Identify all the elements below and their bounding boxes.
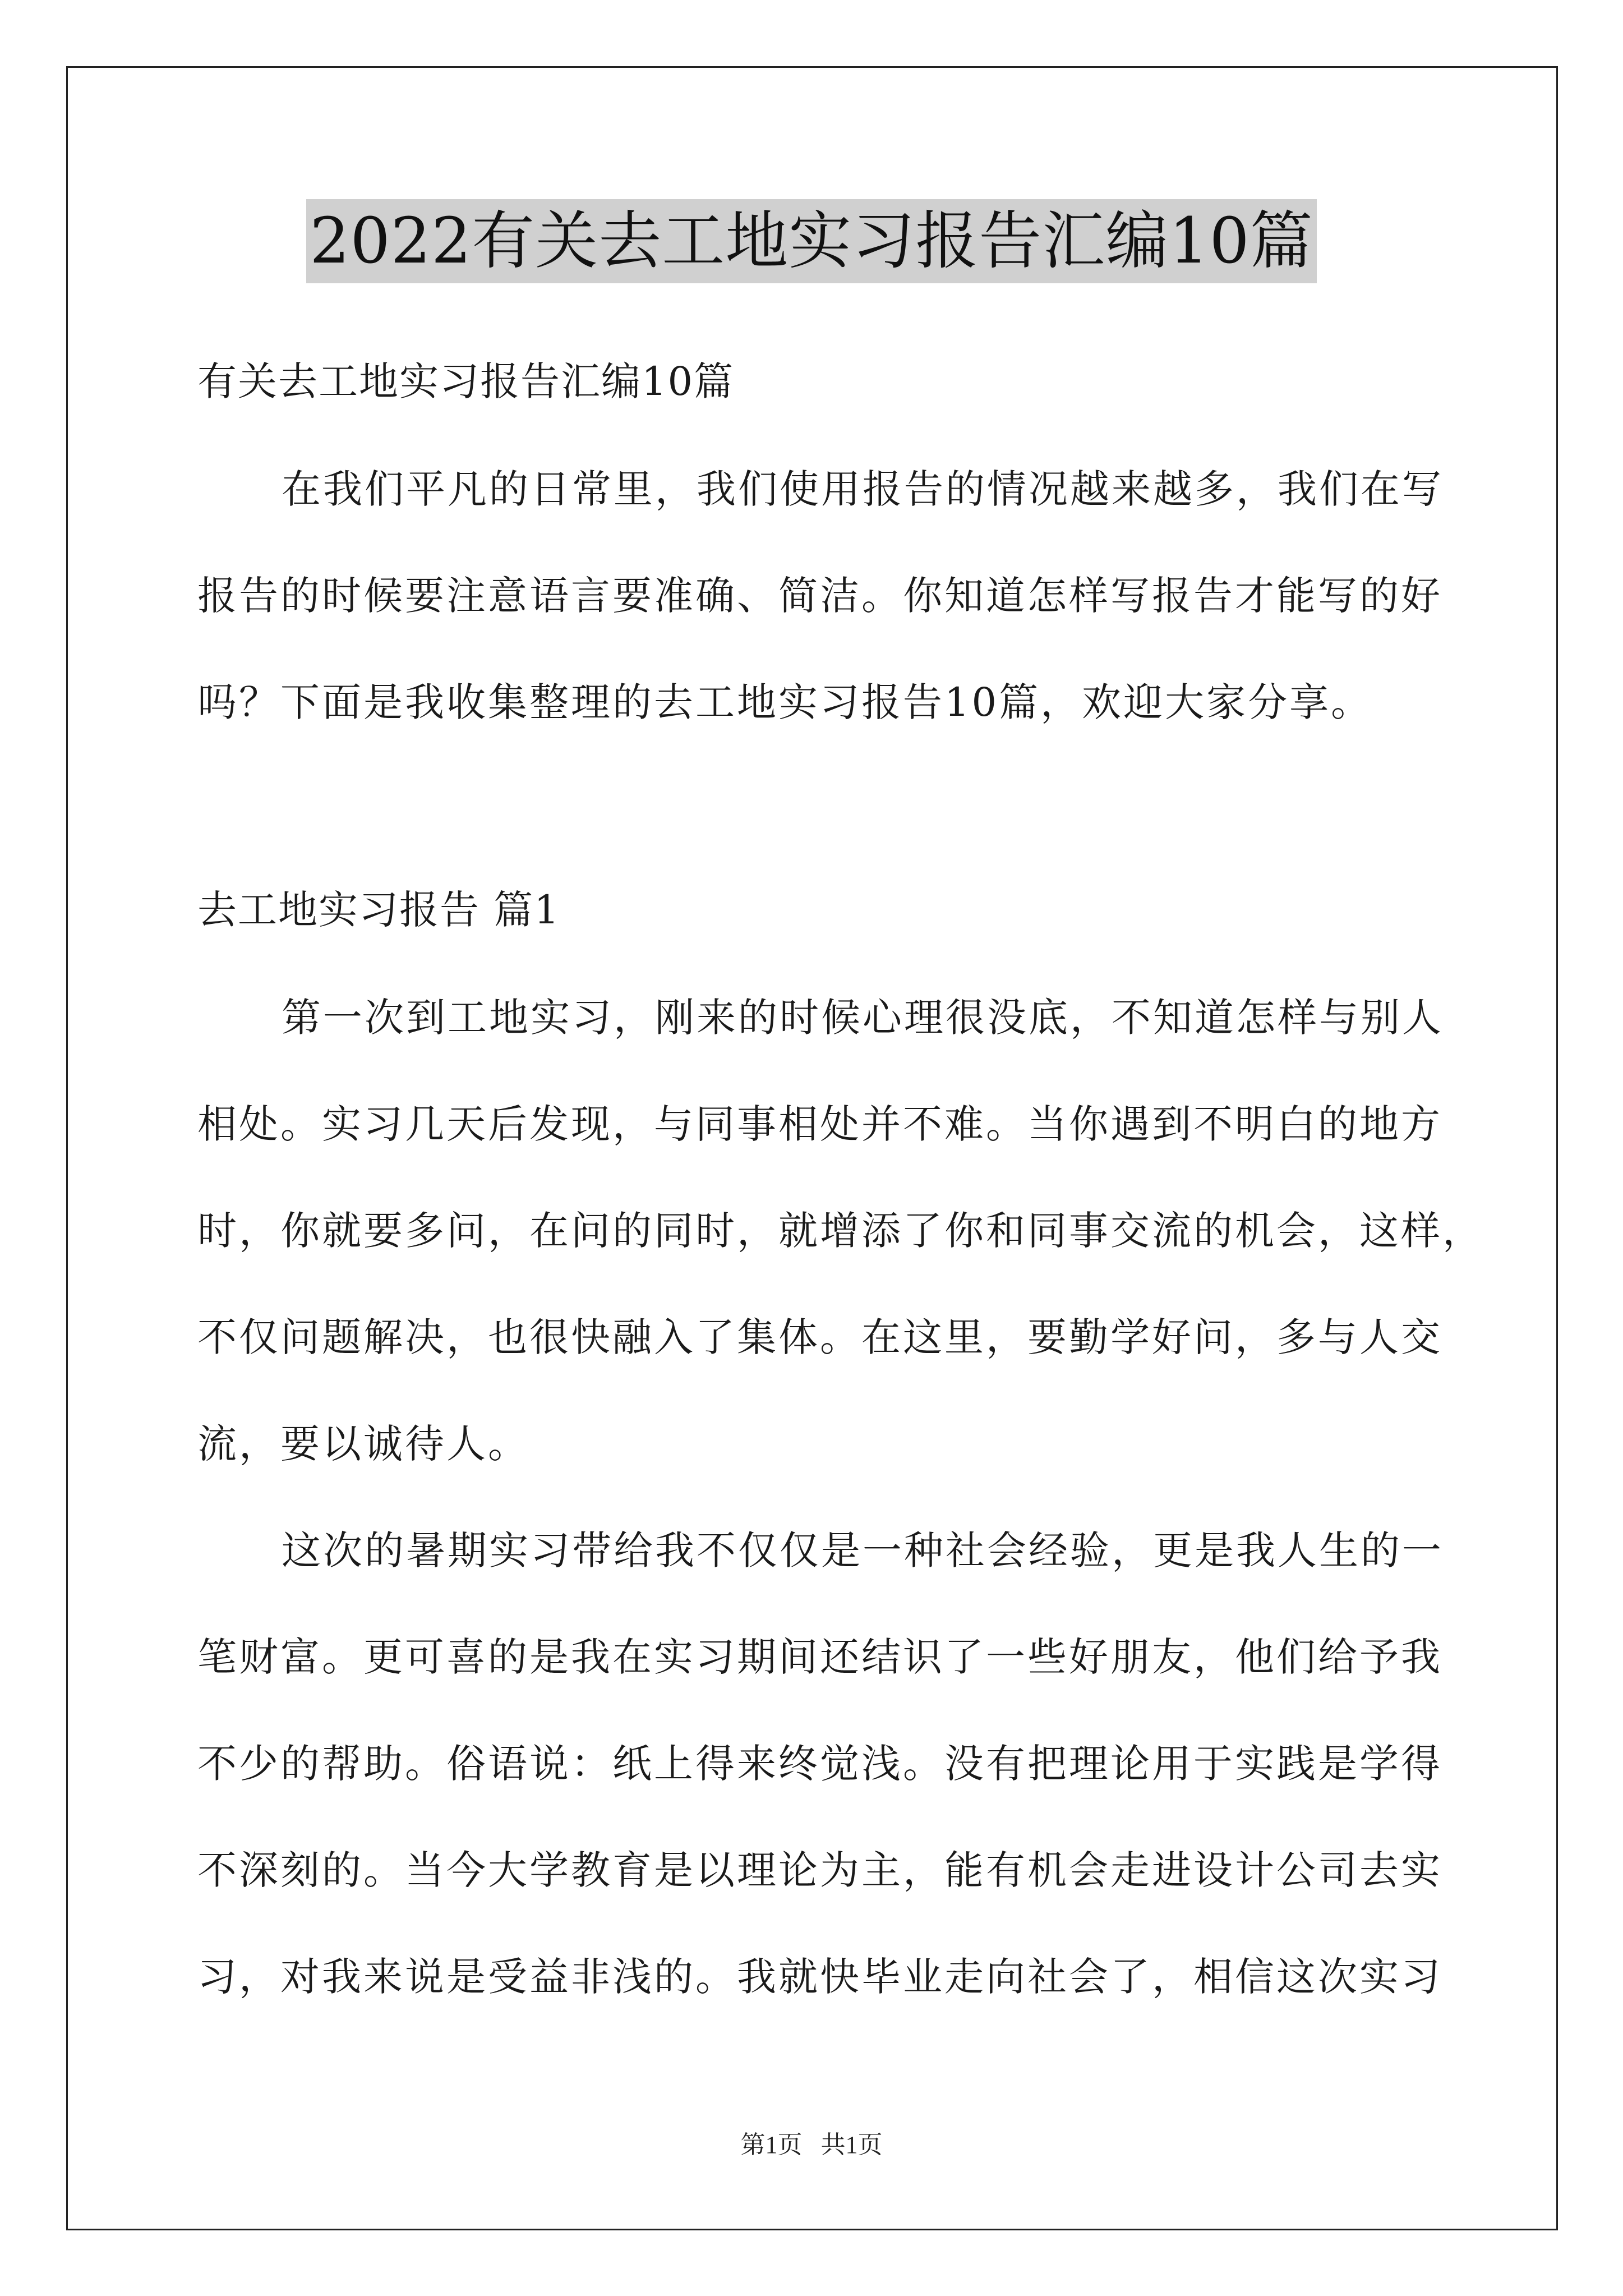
document-title: 2022有关去工地实习报告汇编10篇 — [306, 199, 1317, 283]
intro-line: 在我们平凡的日常里，我们使用报告的情况越来越多，我们在写 — [282, 466, 1444, 512]
paragraph-line: 相处。实习几天后发现，与同事相处并不难。当你遇到不明白的地方 — [197, 1101, 1442, 1147]
paragraph-line: 不深刻的。当今大学教育是以理论为主，能有机会走进设计公司去实 — [197, 1847, 1442, 1893]
paragraph-line: 笔财富。更可喜的是我在实习期间还结识了一些好朋友，他们给予我 — [197, 1634, 1442, 1680]
paragraph-line: 不仅问题解决，也很快融入了集体。在这里，要勤学好问，多与人交 — [197, 1314, 1442, 1360]
paragraph-line: 时，你就要多问，在问的同时，就增添了你和同事交流的机会，这样， — [197, 1208, 1484, 1254]
title-wrapper — [0, 199, 1623, 283]
section-heading: 去工地实习报告 篇1 — [197, 887, 560, 933]
paragraph-line: 流，要以诚待人。 — [197, 1421, 529, 1467]
intro-line: 报告的时候要注意语言要准确、简洁。你知道怎样写报告才能写的好 — [197, 573, 1442, 619]
paragraph-line: 第一次到工地实习，刚来的时候心理很没底，不知道怎样与别人 — [282, 995, 1444, 1041]
paragraph-line: 习，对我来说是受益非浅的。我就快毕业走向社会了，相信这次实习 — [197, 1954, 1442, 2000]
paragraph-line: 这次的暑期实习带给我不仅仅是一种社会经验，更是我人生的一 — [282, 1527, 1444, 1573]
intro-line: 吗？下面是我收集整理的去工地实习报告10篇，欢迎大家分享。 — [197, 679, 1373, 725]
document-subtitle: 有关去工地实习报告汇编10篇 — [197, 358, 735, 404]
page-footer: 第1页 共1页 — [740, 2131, 883, 2159]
paragraph-line: 不少的帮助。俗语说：纸上得来终觉浅。没有把理论用于实践是学得 — [197, 1741, 1442, 1787]
